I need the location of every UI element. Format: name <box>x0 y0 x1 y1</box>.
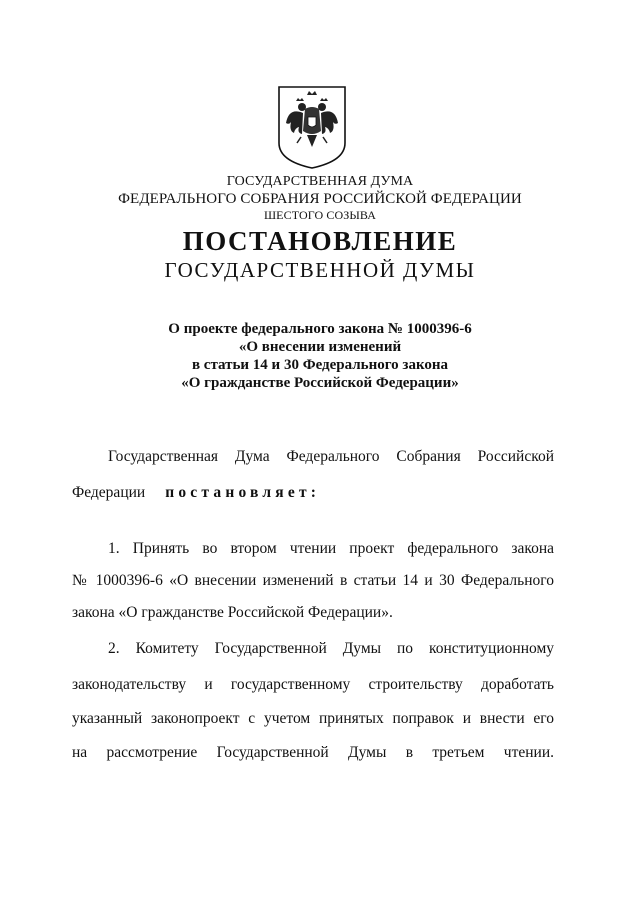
preamble-line: Государственная Дума Федерального Собрания Российской <box>108 448 554 465</box>
item2-line: на рассмотрение Государственной Думы в третьем чтении. <box>72 744 554 761</box>
document-type-subtitle: ГОСУДАРСТВЕННОЙ ДУМЫ <box>164 258 476 282</box>
item1-line: закона «О гражданстве Российской Федерации». <box>72 604 393 621</box>
subject-line: в статьи 14 и 30 Федерального закона <box>191 357 449 373</box>
subject-line: О проекте федерального закона № 1000396-6 <box>168 321 472 337</box>
issuer-parent: ФЕДЕРАЛЬНОГО СОБРАНИЯ РОССИЙСКОЙ ФЕДЕРАЦИИ <box>118 191 522 207</box>
coat-of-arms-icon <box>277 85 347 170</box>
convocation: ШЕСТОГО СОЗЫВА <box>263 208 377 222</box>
item1-line: 1. Принять во втором чтении проект федерального закона <box>108 540 554 557</box>
issuer-name: ГОСУДАРСТВЕННАЯ ДУМА <box>226 174 414 189</box>
preamble-federation: Федерации <box>72 484 146 501</box>
item2-line: 2. Комитету Государственной Думы по конституционному <box>108 640 554 657</box>
subject-line: «О гражданстве Российской Федерации» <box>181 375 459 391</box>
subject-line: «О внесении изменений <box>238 339 402 355</box>
item2-line: указанный законопроект с учетом принятых поправок и внести его <box>72 710 554 727</box>
document-subject <box>0 320 640 392</box>
resolves-verb: постановляет: <box>165 484 321 501</box>
item2-line: законодательству и государственному строительству доработать <box>72 676 554 693</box>
document-type-title: ПОСТАНОВЛЕНИЕ <box>182 226 458 256</box>
preamble-line <box>72 484 554 502</box>
item1-line: № 1000396-6 «О внесении изменений в статьи 14 и 30 Федерального <box>72 572 554 589</box>
